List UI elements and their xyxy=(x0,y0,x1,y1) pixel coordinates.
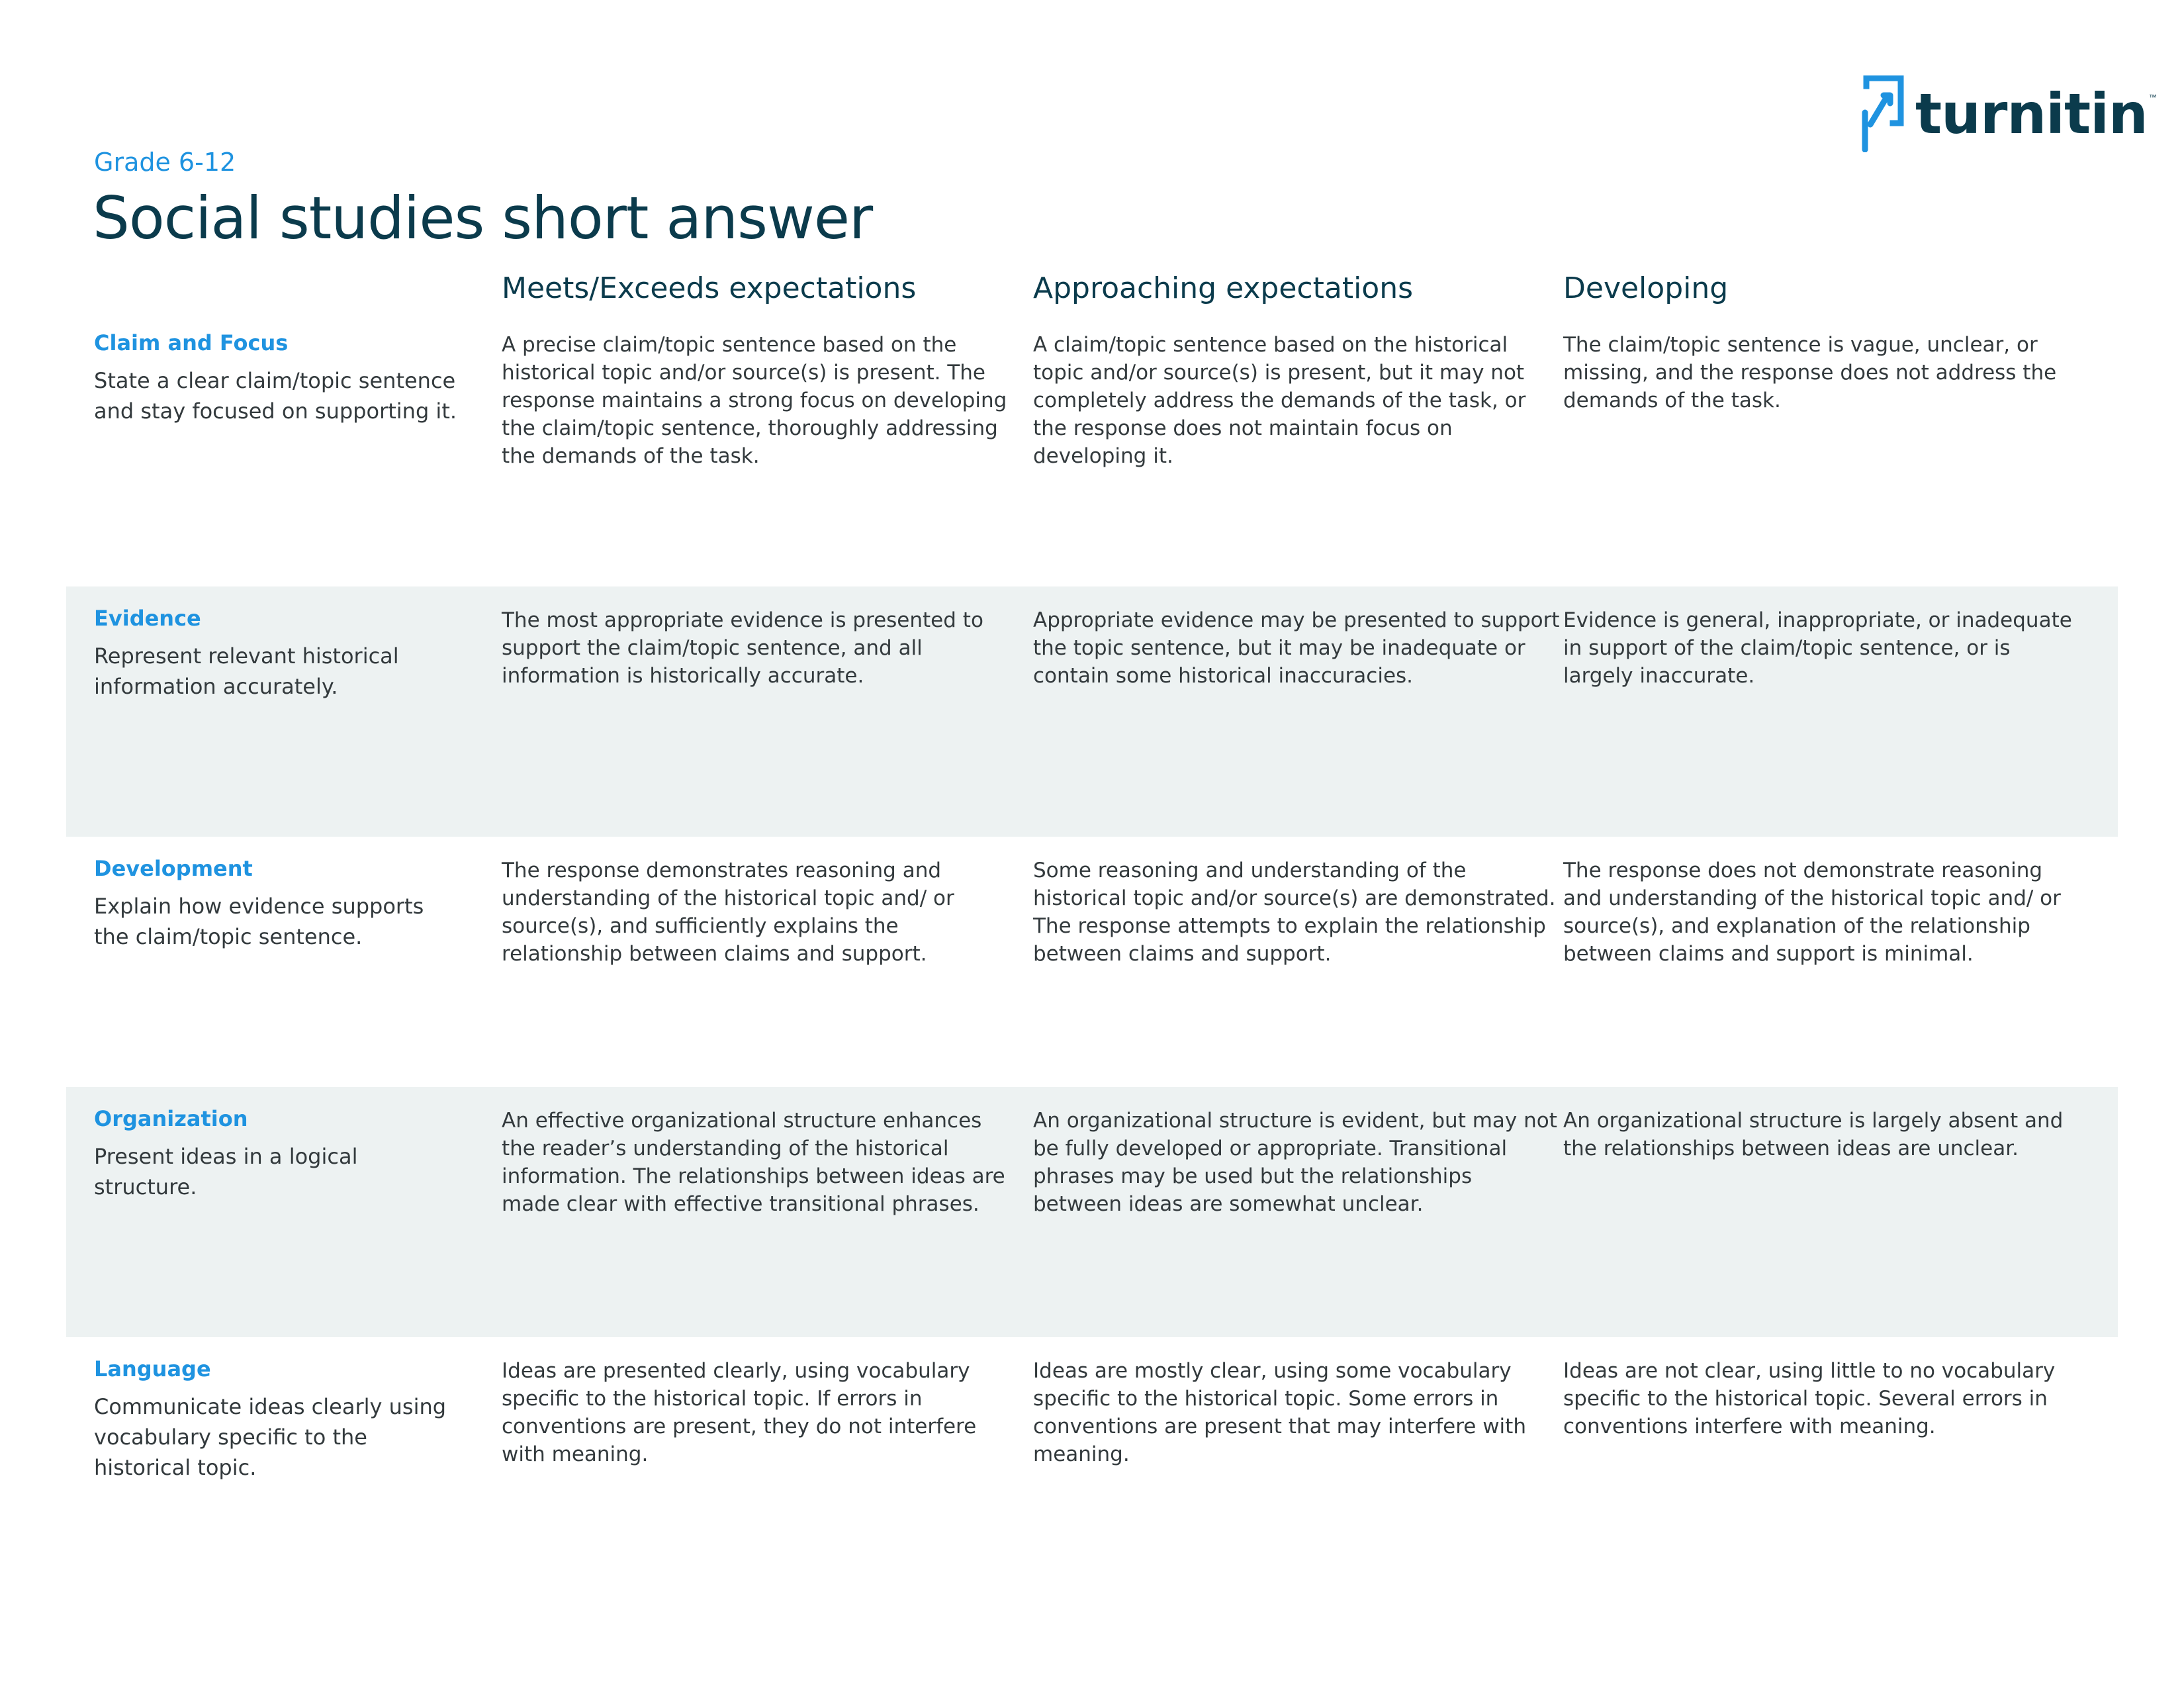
rubric-row-claim-and-focus xyxy=(66,318,2118,586)
column-heading-developing: Developing xyxy=(1563,271,1729,305)
cell-approaching: Some reasoning and understanding of the historical topic and/or source(s) are demonstrated. The response attempts to explain the relationship between claims and support. xyxy=(1033,859,1556,966)
criterion-description: Present ideas in a logical structure. xyxy=(94,1144,358,1199)
rubric-row-language xyxy=(66,1337,2118,1536)
grade-label: Grade 6-12 xyxy=(94,148,236,177)
criterion-description: State a clear claim/topic sentence and stay focused on supporting it. xyxy=(94,368,457,424)
cell-meets: An effective organizational structure enhances the reader’s understanding of the historical information. The relationships between ideas are made clear with effective transitional phrases. xyxy=(502,1109,1005,1216)
criterion-description: Communicate ideas clearly using vocabulary specific to the historical topic. xyxy=(94,1394,447,1480)
criterion-name: Claim and Focus xyxy=(94,330,289,355)
cell-meets: A precise claim/topic sentence based on the historical topic and/or source(s) is present. The response maintains a strong focus on developing the claim/topic sentence, thoroughly addressing the demands of the task. xyxy=(502,333,1007,468)
cell-developing: Evidence is general, inappropriate, or inadequate in support of the claim/topic sentence, or is largely inaccurate. xyxy=(1563,608,2072,688)
turnitin-logo-mark-icon xyxy=(1860,75,1906,152)
criterion-name: Evidence xyxy=(94,606,201,631)
criterion-description: Represent relevant historical information accurately. xyxy=(94,643,399,699)
rubric-row-development xyxy=(66,837,2118,1087)
criterion-name: Language xyxy=(94,1356,211,1382)
column-heading-meets: Meets/Exceeds expectations xyxy=(502,271,917,305)
cell-approaching: A claim/topic sentence based on the historical topic and/or source(s) is present, but it may not completely address the demands of the task, or the response does not maintain focus on developing it. xyxy=(1033,333,1526,468)
turnitin-logo xyxy=(1860,74,2157,154)
page-title: Social studies short answer xyxy=(93,184,873,252)
criterion-name: Organization xyxy=(94,1106,248,1131)
cell-developing: The response does not demonstrate reasoning and understanding of the historical topic and/ or source(s), and explanation of the relationship between claims and support is minimal. xyxy=(1563,859,2061,966)
rubric-row-evidence xyxy=(66,586,2118,837)
column-heading-approaching: Approaching expectations xyxy=(1033,271,1414,305)
cell-meets: The most appropriate evidence is presented to support the claim/topic sentence, and all information is historically accurate. xyxy=(502,608,983,688)
trademark-symbol: ™ xyxy=(2148,93,2157,102)
cell-meets: Ideas are presented clearly, using vocabulary specific to the historical topic. If errors in conventions are present, they do not interfere with meaning. xyxy=(502,1359,977,1466)
criterion-description: Explain how evidence supports the claim/topic sentence. xyxy=(94,894,424,949)
cell-meets: The response demonstrates reasoning and understanding of the historical topic and/ or source(s), and sufficiently explains the relationship between claims and support. xyxy=(502,859,954,966)
cell-developing: Ideas are not clear, using little to no vocabulary specific to the historical topic. Several errors in conventions interfere with meaning. xyxy=(1563,1359,2056,1438)
cell-developing: The claim/topic sentence is vague, unclear, or missing, and the response does not address the demands of the task. xyxy=(1563,333,2057,412)
cell-approaching: Ideas are mostly clear, using some vocabulary specific to the historical topic. Some errors in conventions are present that may interfere with meaning. xyxy=(1033,1359,1526,1466)
cell-approaching: Appropriate evidence may be presented to support the topic sentence, but it may be inadequate or contain some historical inaccuracies. xyxy=(1033,608,1560,688)
criterion-name: Development xyxy=(94,856,253,881)
cell-developing: An organizational structure is largely absent and the relationships between ideas are unclear. xyxy=(1563,1109,2064,1160)
logo-wordmark: turnitin xyxy=(1915,81,2148,146)
rubric-row-organization xyxy=(66,1087,2118,1337)
cell-approaching: An organizational structure is evident, but may not be fully developed or appropriate. Transitional phrases may be used but the relationships between ideas are somewhat unclear. xyxy=(1033,1109,1557,1216)
